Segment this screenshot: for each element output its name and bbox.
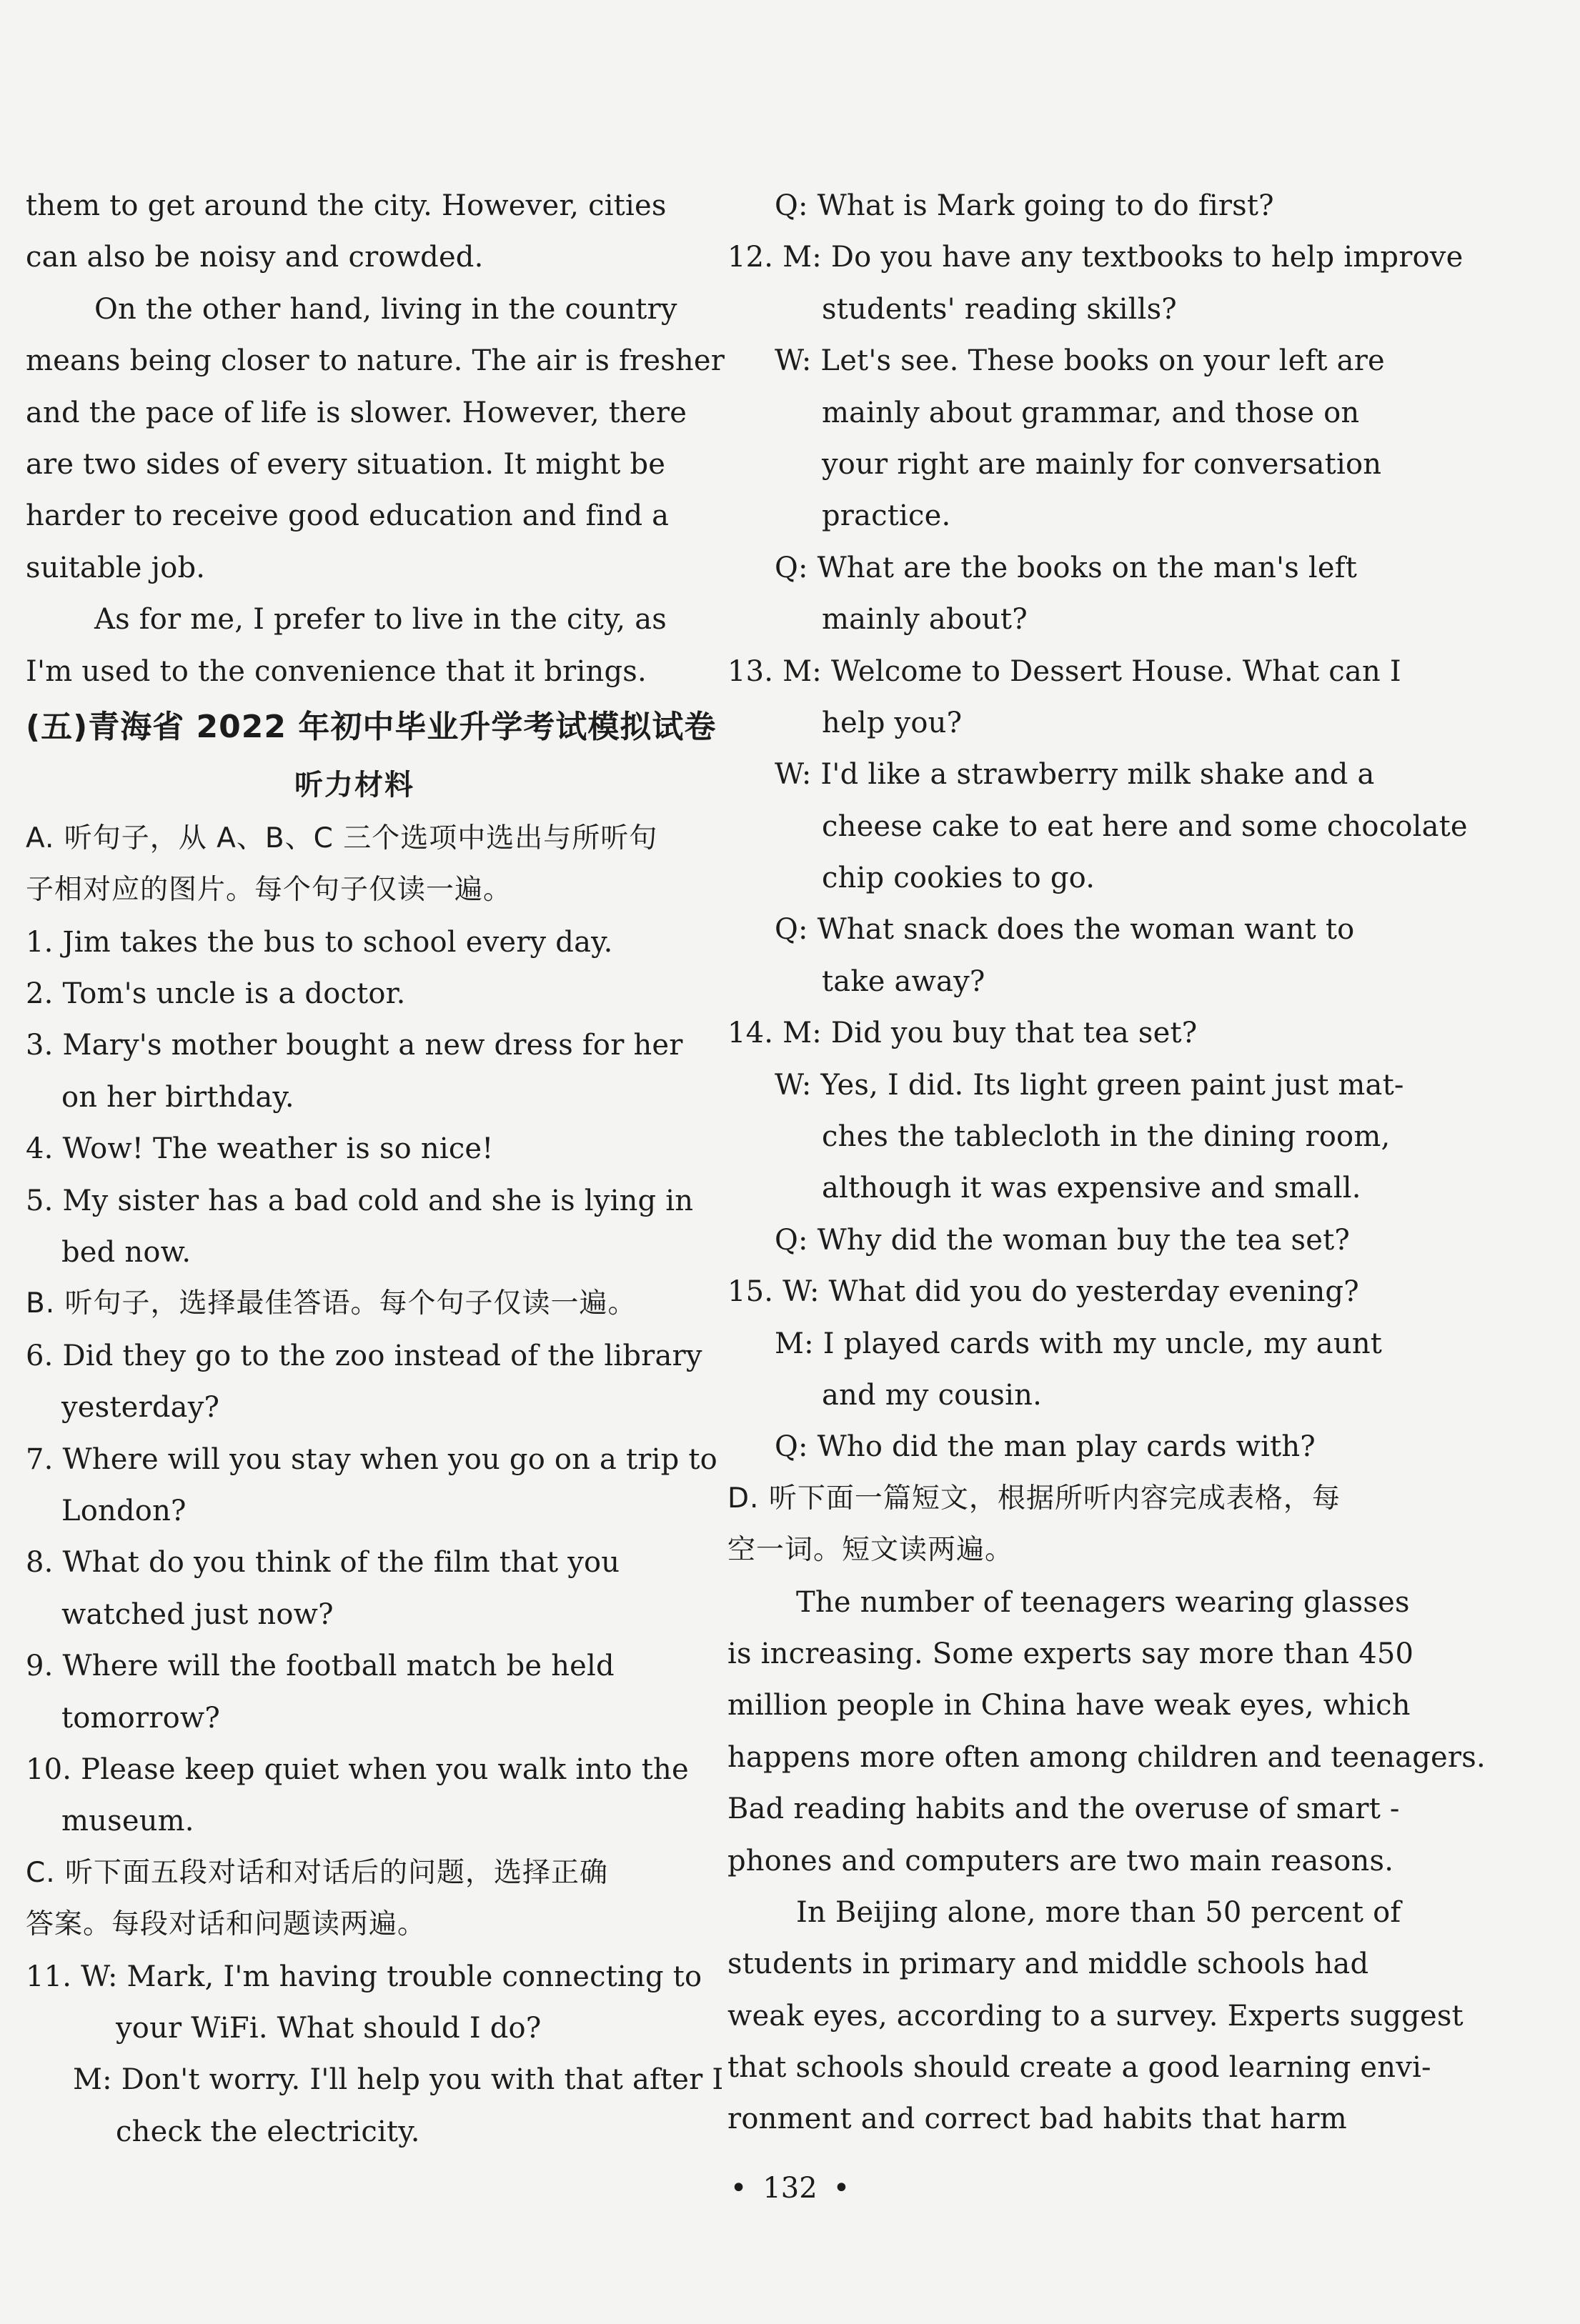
- dialogue-line: chip cookies to go.: [822, 862, 1095, 895]
- dialogue-line: Q: Who did the man play cards with?: [775, 1430, 1316, 1464]
- section-subtitle: 听力材料: [294, 768, 414, 802]
- text-line: As for me, I prefer to live in the city, as: [94, 603, 667, 637]
- passage-line: The number of teenagers wearing glasses: [796, 1585, 1410, 1619]
- part-a-instruction: A. 听句子，从 A、B、C 三个选项中选出与所听句: [26, 822, 658, 854]
- page-number: [0, 2172, 1580, 2205]
- dialogue-line: W: Yes, I did. Its light green paint just mat-: [775, 1068, 1404, 1102]
- dialogue-line: M: I played cards with my uncle, my aunt: [775, 1327, 1383, 1360]
- page-dot-right: •: [833, 2172, 850, 2205]
- dialogue-line: although it was expensive and small.: [822, 1172, 1361, 1205]
- dialogue-line: 14. M: Did you buy that tea set?: [727, 1017, 1198, 1050]
- question-line: yesterday?: [61, 1391, 220, 1425]
- question-line: bed now.: [61, 1236, 192, 1270]
- dialogue-line: take away?: [822, 964, 985, 998]
- dialogue-line: your WiFi. What should I do?: [116, 2011, 542, 2045]
- question-line: 4. Wow! The weather is so nice!: [26, 1132, 494, 1166]
- question-line: London?: [61, 1494, 187, 1527]
- text-line: can also be noisy and crowded.: [26, 241, 484, 274]
- passage-line: that schools should create a good learning envi-: [727, 2051, 1431, 2085]
- part-a-instruction: 子相对应的图片。每个句子仅读一遍。: [26, 874, 512, 907]
- question-line: 10. Please keep quiet when you walk into the: [26, 1752, 689, 1786]
- text-line: means being closer to nature. The air is fresher: [26, 344, 725, 378]
- right-column: [727, 180, 1486, 2145]
- part-c-instruction: 答案。每段对话和问题读两遍。: [26, 1908, 427, 1941]
- dialogue-line: Q: What snack does the woman want to: [775, 913, 1355, 947]
- left-column: [26, 180, 725, 2158]
- dialogue-line: 15. W: What did you do yesterday evening?: [727, 1275, 1359, 1309]
- question-line: 9. Where will the football match be held: [26, 1650, 615, 1683]
- text-line: them to get around the city. However, cities: [26, 189, 667, 222]
- dialogue-line: Q: What is Mark going to do first?: [775, 189, 1274, 222]
- page-number-value: 132: [762, 2172, 818, 2205]
- dialogue-line: M: Don't worry. I'll help you with that after I: [73, 2063, 724, 2097]
- dialogue-line: your right are mainly for conversation: [822, 447, 1382, 481]
- text-line: harder to receive good education and find a: [26, 499, 670, 533]
- section-title: (五)青海省 2022 年初中毕业升学考试模拟试卷: [26, 708, 717, 745]
- dialogue-line: mainly about grammar, and those on: [822, 396, 1360, 429]
- question-line: museum.: [61, 1805, 194, 1838]
- dialogue-line: Q: What are the books on the man's left: [775, 551, 1358, 584]
- dialogue-line: cheese cake to eat here and some chocolate: [822, 809, 1468, 843]
- passage-line: million people in China have weak eyes, which: [727, 1689, 1411, 1722]
- passage-line: weak eyes, according to a survey. Experts suggest: [727, 1999, 1464, 2033]
- text-line: are two sides of every situation. It might be: [26, 447, 666, 481]
- question-line: 2. Tom's uncle is a doctor.: [26, 977, 406, 1011]
- text-line: I'm used to the convenience that it brings.: [26, 654, 647, 688]
- question-line: 7. Where will you stay when you go on a trip to: [26, 1442, 717, 1476]
- page-dot-left: •: [730, 2172, 747, 2205]
- part-d-instruction: 空一词。短文读两遍。: [727, 1534, 1014, 1567]
- part-d-instruction: D. 听下面一篇短文，根据所听内容完成表格，每: [727, 1482, 1341, 1515]
- dialogue-line: check the electricity.: [116, 2115, 420, 2148]
- text-line: On the other hand, living in the country: [94, 292, 677, 326]
- question-line: 6. Did they go to the zoo instead of the library: [26, 1339, 702, 1372]
- text-line: suitable job.: [26, 551, 206, 584]
- dialogue-line: W: Let's see. These books on your left are: [775, 344, 1385, 378]
- question-line: 1. Jim takes the bus to school every day.: [26, 925, 613, 959]
- dialogue-line: 11. W: Mark, I'm having trouble connecting to: [26, 1960, 702, 1993]
- passage-line: In Beijing alone, more than 50 percent of: [796, 1895, 1401, 1929]
- question-line: tomorrow?: [61, 1701, 220, 1735]
- dialogue-line: 12. M: Do you have any textbooks to help improve: [727, 241, 1464, 274]
- question-line: on her birthday.: [61, 1080, 294, 1114]
- dialogue-line: students' reading skills?: [822, 292, 1177, 326]
- dialogue-line: mainly about?: [822, 603, 1028, 637]
- passage-line: students in primary and middle schools had: [727, 1948, 1369, 1981]
- passage-line: phones and computers are two main reasons.: [727, 1844, 1394, 1877]
- dialogue-line: 13. M: Welcome to Dessert House. What can I: [727, 654, 1401, 688]
- dialogue-line: W: I'd like a strawberry milk shake and a: [775, 758, 1375, 792]
- passage-line: ronment and correct bad habits that harm: [727, 2103, 1347, 2136]
- question-line: 3. Mary's mother bought a new dress for her: [26, 1029, 683, 1062]
- question-line: 5. My sister has a bad cold and she is lying in: [26, 1184, 694, 1217]
- dialogue-line: help you?: [822, 706, 963, 739]
- passage-line: Bad reading habits and the overuse of smart -: [727, 1792, 1400, 1826]
- dialogue-line: practice.: [822, 499, 951, 533]
- part-c-instruction: C. 听下面五段对话和对话后的问题，选择正确: [26, 1856, 609, 1889]
- part-b-instruction: B. 听句子，选择最佳答语。每个句子仅读一遍。: [26, 1287, 637, 1320]
- dialogue-line: Q: Why did the woman buy the tea set?: [775, 1223, 1351, 1257]
- dialogue-line: ches the tablecloth in the dining room,: [822, 1120, 1391, 1154]
- passage-line: happens more often among children and teenagers.: [727, 1740, 1486, 1774]
- dialogue-line: and my cousin.: [822, 1378, 1043, 1412]
- text-line: and the pace of life is slower. However, there: [26, 396, 687, 429]
- question-line: 8. What do you think of the film that you: [26, 1546, 620, 1580]
- question-line: watched just now?: [61, 1597, 334, 1631]
- passage-line: is increasing. Some experts say more than 450: [727, 1637, 1414, 1670]
